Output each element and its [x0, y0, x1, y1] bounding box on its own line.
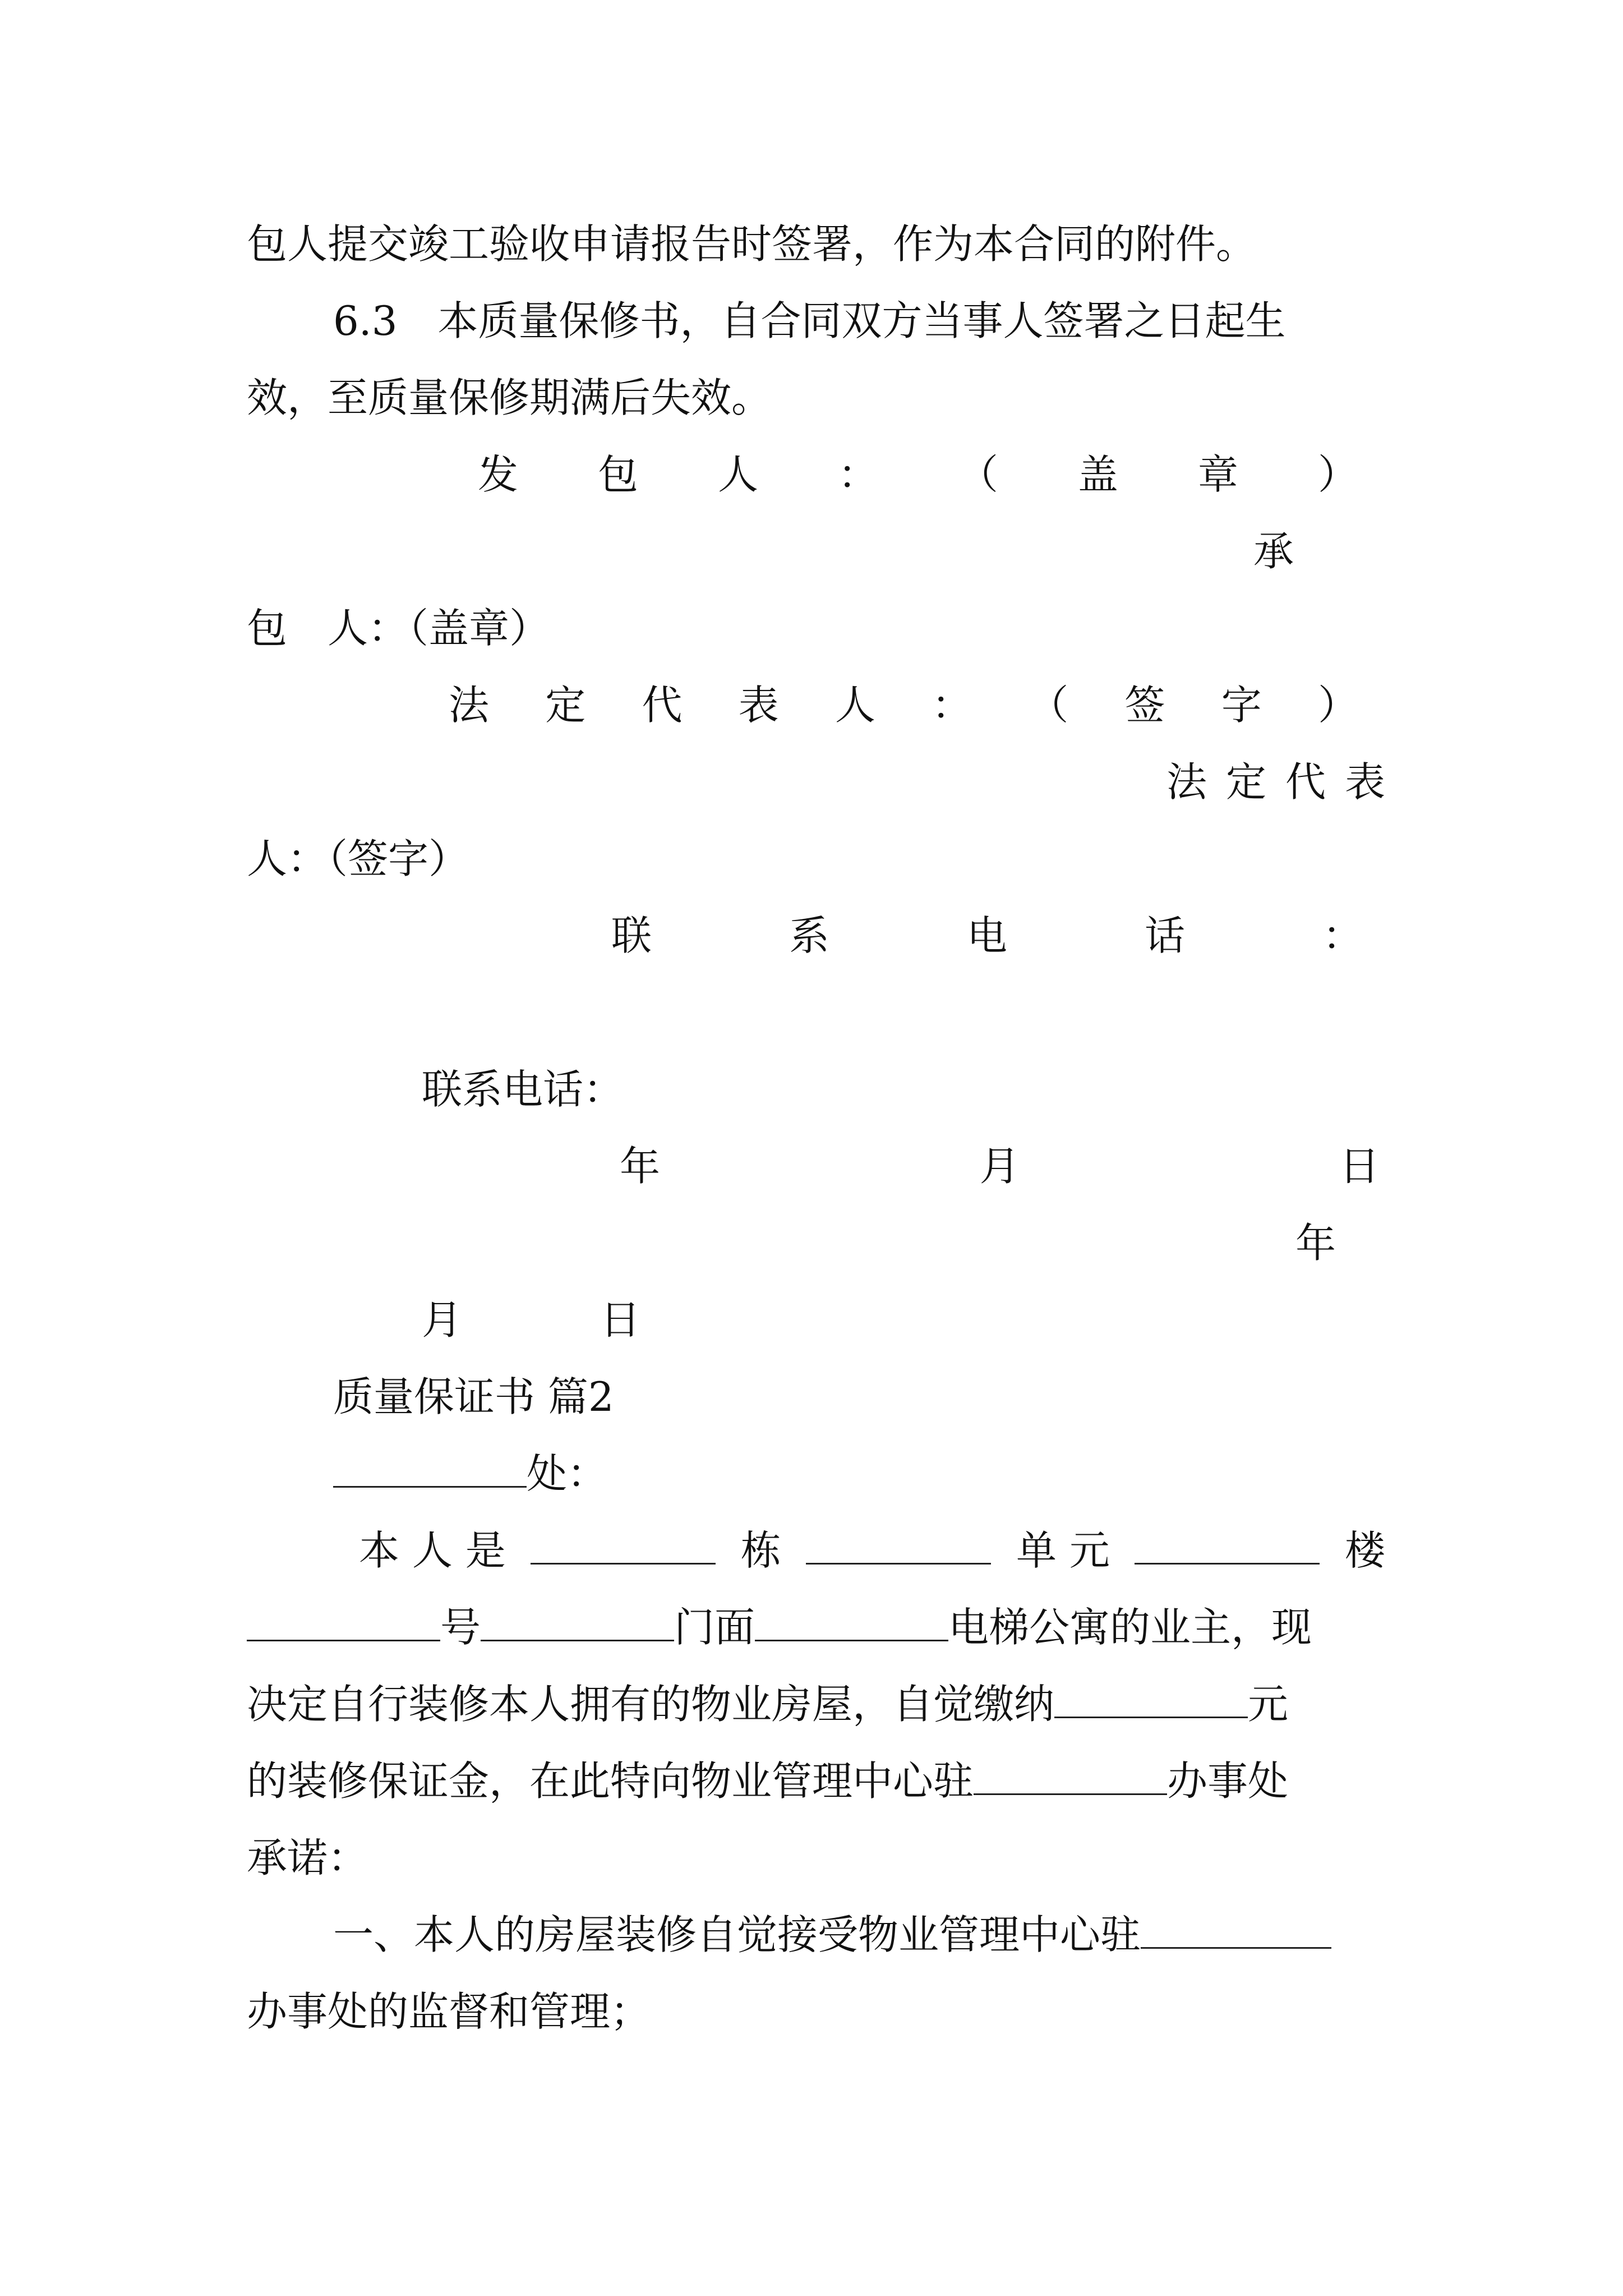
- char: 盖: [1077, 451, 1118, 498]
- text-span: 门面: [674, 1604, 755, 1651]
- owner-statement-line-1: [359, 1522, 1385, 1579]
- addressee-line: [333, 1446, 1472, 1502]
- char: 章: [1197, 451, 1238, 498]
- date-line-1: [620, 1138, 1380, 1194]
- paragraph-line: 包人提交竣工验收申请报告时签署，作为本合同的附件。: [247, 220, 1257, 268]
- text-span: 元: [1248, 1681, 1289, 1728]
- commitment-1-line-1: [333, 1907, 1472, 1963]
- char: 表: [1344, 758, 1385, 806]
- char: 月: [979, 1143, 1020, 1190]
- text-span: 处：: [527, 1450, 608, 1497]
- char: 代: [642, 682, 683, 729]
- text-span: 楼: [1344, 1527, 1385, 1574]
- text-span: 本 人 是: [359, 1527, 506, 1574]
- blank-field: [974, 1761, 1167, 1795]
- char: 包: [597, 451, 638, 498]
- owner-statement-line-3: [247, 1676, 1385, 1732]
- contractor-seal-line: 包 人：（盖章）: [247, 605, 550, 652]
- blank-field: [1054, 1684, 1248, 1718]
- section-title: 质量保证书 篇2: [333, 1373, 614, 1420]
- char: 联: [611, 912, 652, 959]
- char: 月: [422, 1296, 463, 1343]
- employer-seal-line: [478, 447, 1358, 503]
- char: 表: [738, 682, 779, 729]
- blank-field: [531, 1530, 716, 1565]
- char: 年: [620, 1143, 661, 1190]
- char: 法: [449, 682, 490, 729]
- text-span: 的装修保证金，在此特向物业管理中心驻: [247, 1757, 974, 1805]
- date-line-2: [422, 1292, 640, 1348]
- blank-field: [806, 1530, 991, 1565]
- legal-rep-line-2: [1166, 754, 1385, 810]
- blank-field: [333, 1453, 527, 1488]
- phone-line-1: [611, 908, 1363, 964]
- text-span: 电梯公寓的业主，现: [948, 1604, 1312, 1651]
- char: 日: [1339, 1143, 1380, 1190]
- char: 代: [1285, 758, 1326, 806]
- char: （: [957, 451, 998, 498]
- char: 定: [545, 682, 586, 729]
- blank-field: [247, 1607, 440, 1641]
- contractor-char: 承: [1253, 528, 1294, 575]
- paragraph-line: 效，至质量保修期满后失效。: [247, 374, 772, 421]
- char: 系: [789, 912, 829, 959]
- text-span: 决定自行装修本人拥有的物业房屋，自觉缴纳: [247, 1681, 1055, 1728]
- char: ：: [837, 451, 878, 498]
- char: 电: [966, 912, 1007, 959]
- char: 法: [1166, 758, 1207, 806]
- char: 字: [1221, 682, 1262, 729]
- owner-statement-line-2: [247, 1599, 1385, 1655]
- text-span: 办事处: [1167, 1757, 1289, 1805]
- phone-line-2: 联系电话：: [422, 1066, 624, 1113]
- char: ：: [1322, 912, 1363, 959]
- legal-rep-sign-line: [449, 677, 1358, 733]
- text-span: 号: [440, 1604, 481, 1651]
- char: 人: [717, 451, 758, 498]
- char: 定: [1225, 758, 1266, 806]
- char: ）: [1317, 682, 1358, 729]
- clause-6-3-line: 6.3 本质量保修书，自合同双方当事人签署之日起生: [333, 297, 1286, 344]
- char: 日: [600, 1296, 640, 1343]
- text-span: 一、本人的房屋装修自觉接受物业管理中心驻: [333, 1911, 1141, 1958]
- text-span: 单 元: [1016, 1527, 1110, 1574]
- char: 话: [1144, 912, 1185, 959]
- char: 发: [478, 451, 519, 498]
- blank-field: [481, 1607, 674, 1641]
- owner-statement-line-5: 承诺：: [247, 1834, 368, 1881]
- char: ）: [1317, 451, 1358, 498]
- date-year-char: 年: [1295, 1220, 1336, 1267]
- char: ：: [932, 682, 972, 729]
- text-span: 栋: [740, 1527, 781, 1574]
- owner-statement-line-4: [247, 1753, 1385, 1809]
- blank-field: [1135, 1530, 1320, 1565]
- blank-field: [755, 1607, 948, 1641]
- blank-field: [1141, 1915, 1331, 1949]
- commitment-1-line-2: 办事处的监督和管理；: [247, 1988, 651, 2035]
- char: 人: [834, 682, 875, 729]
- char: （: [1028, 682, 1069, 729]
- legal-rep-sign-line-2: 人：（签字）: [247, 835, 469, 882]
- char: 签: [1124, 682, 1165, 729]
